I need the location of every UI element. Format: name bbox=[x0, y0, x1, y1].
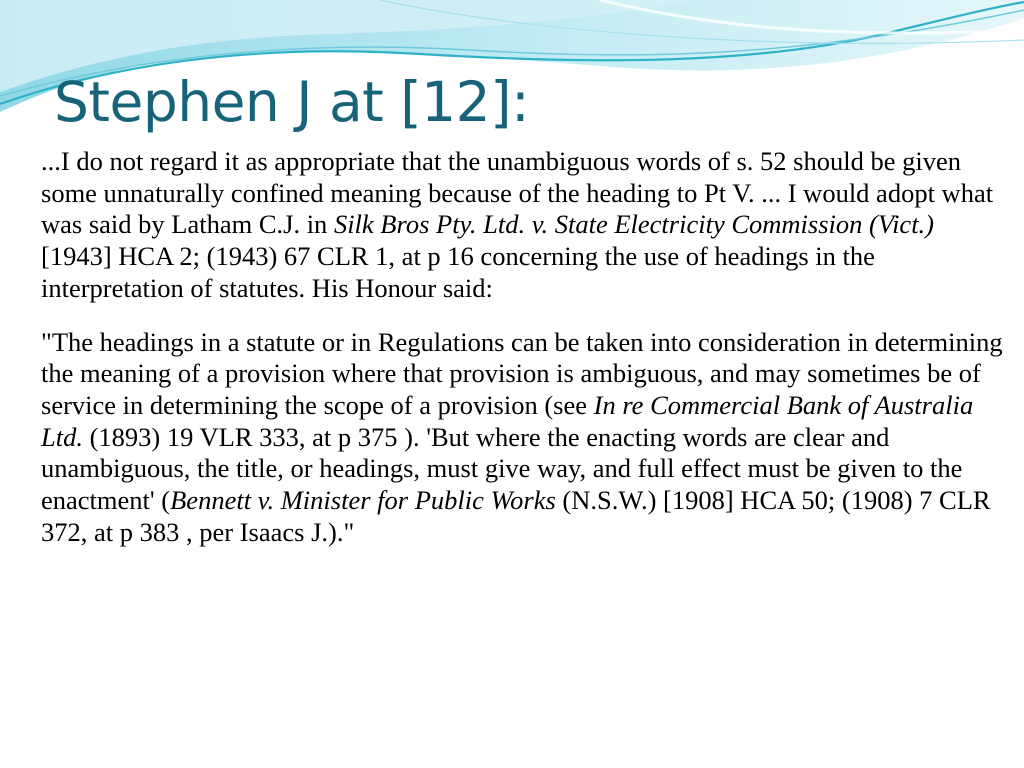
case-name-silk-bros: Silk Bros Pty. Ltd. v. State Electricity Commission (Vict.) bbox=[333, 209, 935, 240]
quote-paragraph-1 bbox=[41, 146, 1006, 305]
paragraph-2-text-2: (1893) 19 VLR 333, at p 375 ). 'But where the enacting words are clear and unambiguous, the title, or headings, must give way, and full effect must be given to the enactment' ( bbox=[41, 421, 963, 516]
quote-paragraph-2 bbox=[41, 327, 1006, 549]
paragraph-1-text-2: [1943] HCA 2; (1943) 67 CLR 1, at p 16 concerning the use of headings in the interpretation of statutes. His Honour said: bbox=[41, 241, 875, 303]
slide-title: Stephen J at [12]: bbox=[54, 70, 530, 134]
slide-body bbox=[41, 146, 1006, 548]
case-name-bennett: Bennett v. Minister for Public Works bbox=[170, 485, 556, 516]
case-name-commercial-bank: In re Commercial Bank of Australia Ltd. bbox=[41, 389, 974, 452]
paragraph-1-text-1: ...I do not regard it as appropriate that the unambiguous words of s. 52 should be given some unnaturally confined meaning because of the heading to Pt V. ... I would adopt what was said by Latham C.J. in bbox=[41, 146, 994, 240]
paragraph-2-text-1: "The headings in a statute or in Regulations can be taken into consideration in determining the meaning of a provision where that provision is ambiguous, and may sometimes be of service in determining the scope of a provision (see bbox=[41, 326, 1003, 420]
paragraph-2-text-3: (N.S.W.) [1908] HCA 50; (1908) 7 CLR 372, at p 383 , per Isaacs J.)." bbox=[41, 485, 991, 547]
